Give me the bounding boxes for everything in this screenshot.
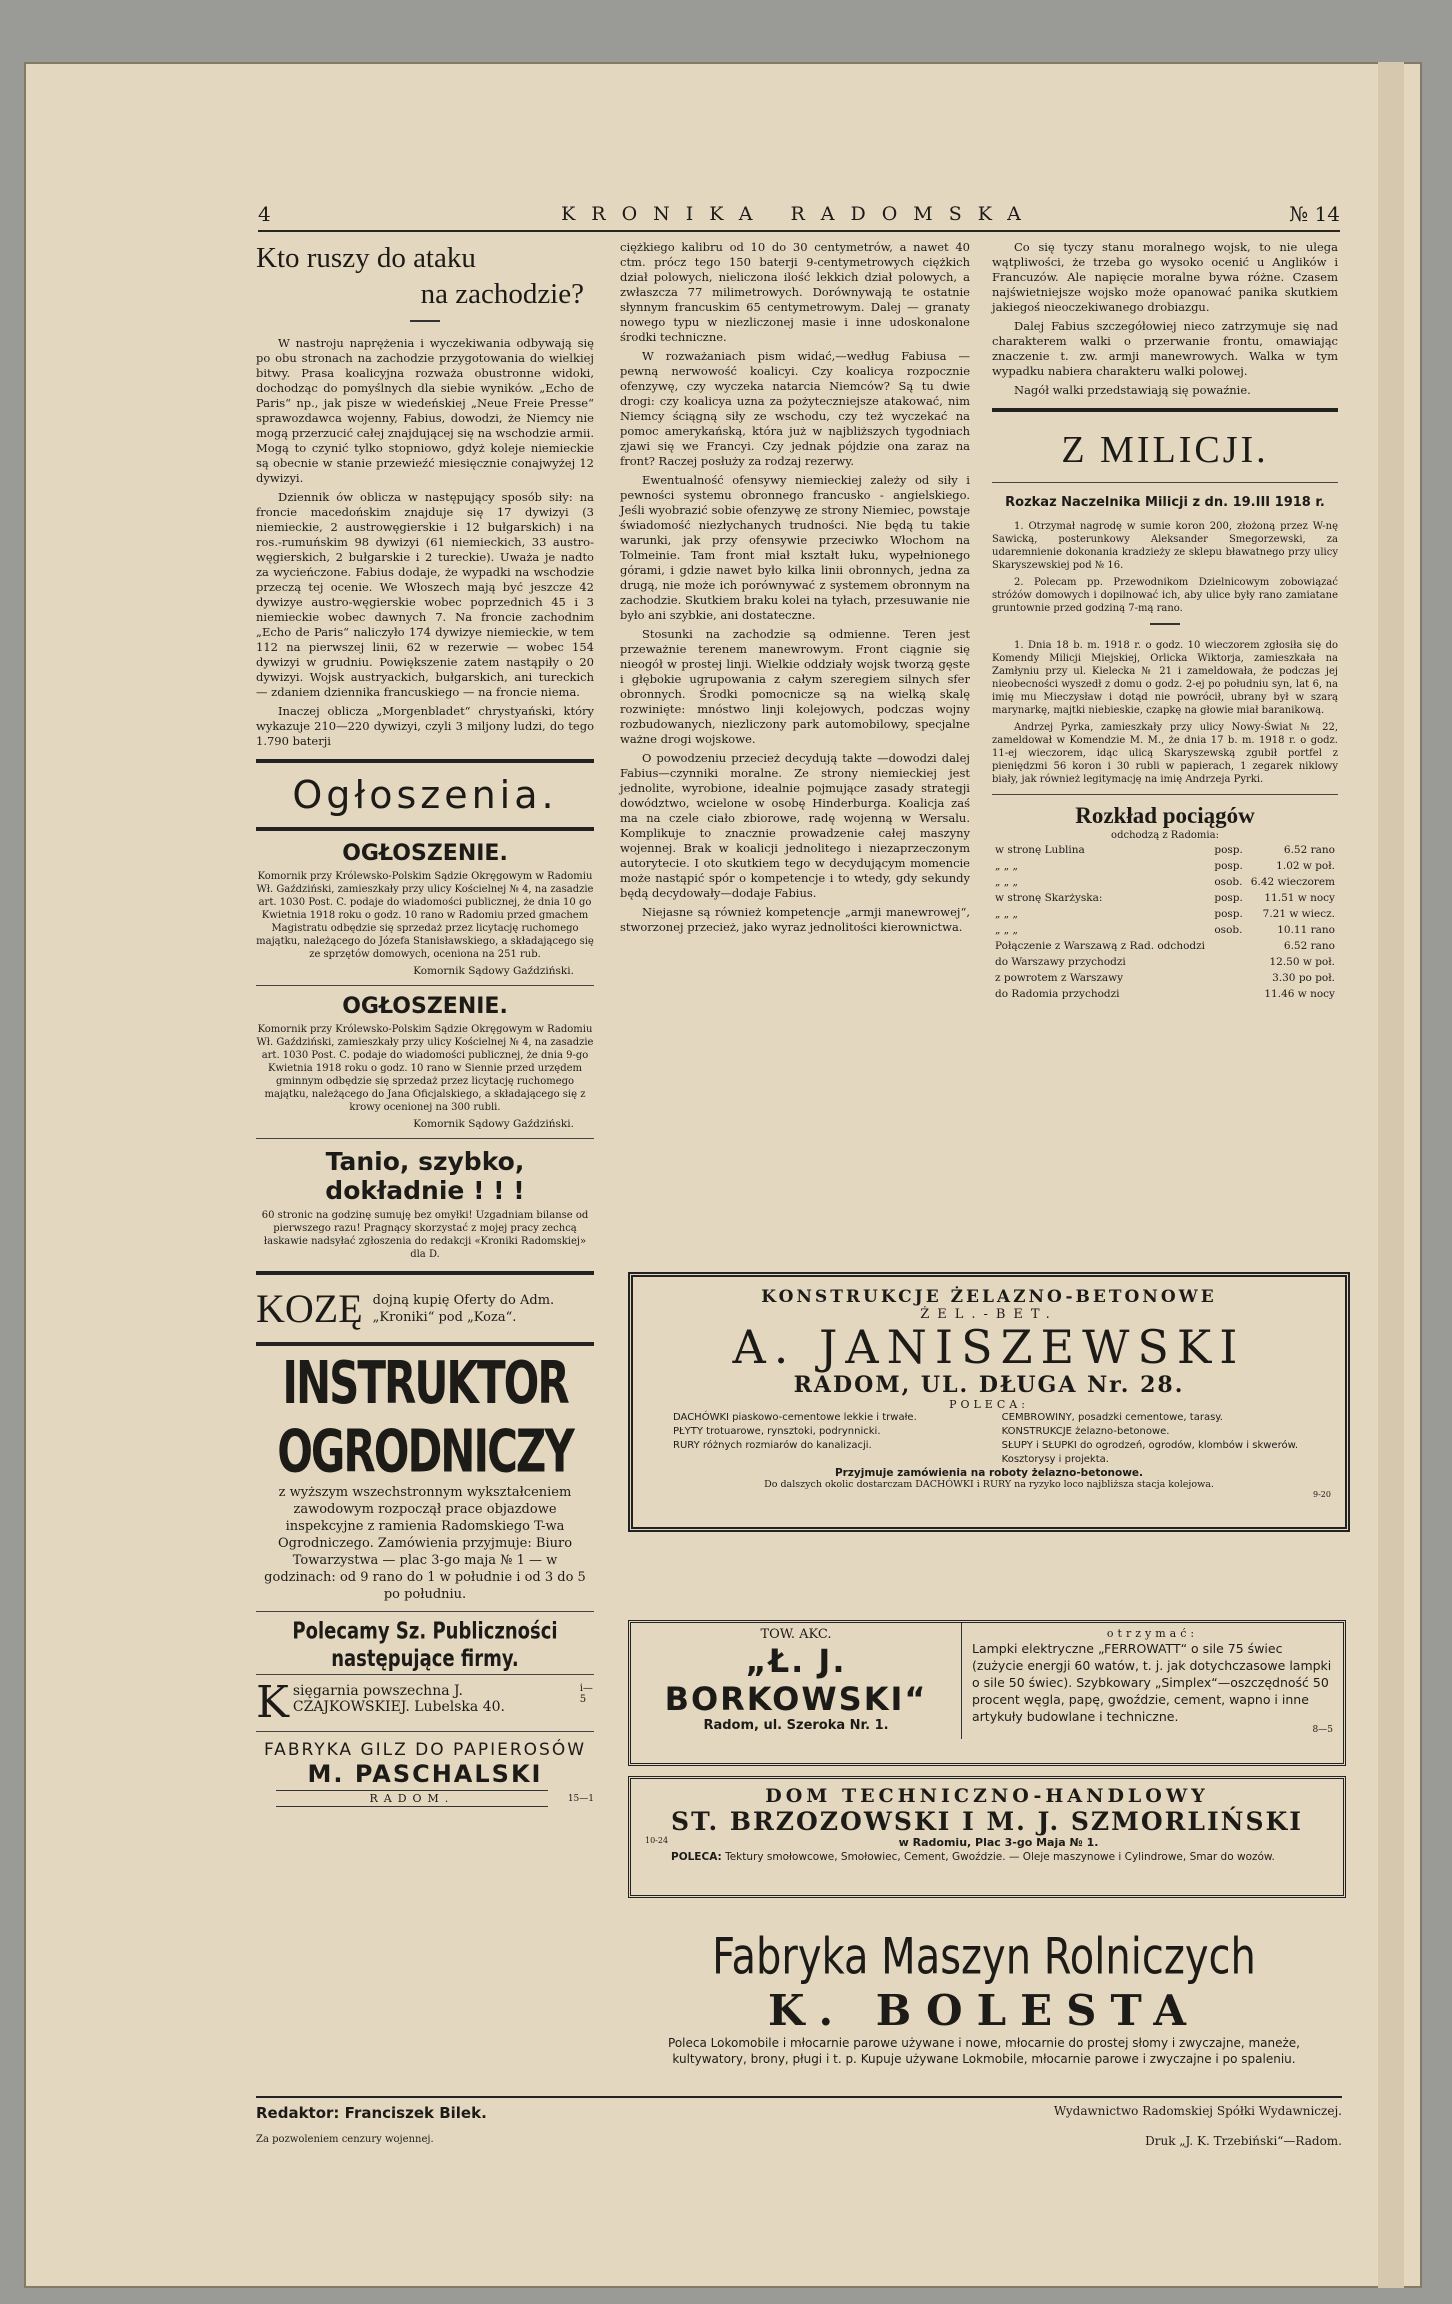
column-right: [992, 240, 1338, 1002]
censorship-line: Za pozwoleniem cenzury wojennej.: [256, 2134, 434, 2145]
ad-title: KOZĘ: [256, 1286, 363, 1331]
article-paragraph: W rozważaniach pism widać,—według Fabiusa — pewną nerwowość koalicyi. Czy koalicya rozpocznie ofenzywę, czy wyczeka natarcia Niemców? Są tu dwie drogi: czy koalicya uzna za pożyteczniejsze atakować, nim Niemcy ściągną siły ze wschodu, czy też wyczekać na pomoc amerykańską, która już w najbliższych tygodniach zjawi się we Francyi. Czy jednak pójdzie ona zaraz na front? Raczej posłuży za rodzaj rezerwy.: [620, 349, 970, 468]
notice-text: Komornik przy Królewsko-Polskim Sądzie Okręgowym w Radomiu Wł. Gaździński, zamieszkały przy ulicy Kościelnej № 4, na zasadzie art. 1030 Post. C. podaje do wiadomości publicznej, że dnia 10 go Kwietnia 1918 roku o godz. 10 rano w Radomiu przed gmachem Magistratu odbędzie się sprzedaż przez licytację ruchomego majątku, należącego do Józefa Stanisławskiego, a składającego się ze sprzętów domowych, oceniona na 251 rub.: [256, 871, 594, 960]
article-paragraph: Inaczej oblicza „Morgenbladet“ chrystyański, który wykazuje 210—220 dywizyi, czyli 3 miljony ludzi, do tego 1.790 baterji: [256, 704, 594, 748]
ad-company-name: A. JANISZEWSKI: [732, 1320, 1246, 1374]
ad-text: Poleca Lokomobile i młocarnie parowe używane i nowe, młocarnie do prostej słomy i zwyczajne, maneże, kultywatory, brony, pługi i t. p. Kupuje używane Lokmobile, młocarnie parowe i zwyczajne i po spaleniu.: [668, 2036, 1300, 2066]
timetable-cell: w stronę Skarżyska:: [995, 892, 1103, 904]
issue-number: № 14: [1289, 202, 1340, 226]
divider: [256, 1611, 594, 1612]
ad-heading: KONSTRUKCJE ŻELAZNO-BETONOWE: [761, 1287, 1217, 1307]
timetable-cell: „ „ „: [995, 876, 1018, 888]
publisher-line: Wydawnictwo Radomskiej Spółki Wydawniczej.: [1053, 2104, 1342, 2118]
ad-initial: K: [256, 1677, 289, 1728]
timetable-row: [992, 890, 1338, 906]
ad-line: CEMBROWINY, posadzki cementowe, tarasy.: [1001, 1412, 1223, 1423]
page-header: [258, 202, 1340, 232]
article-paragraph: Niejasne są również kompetencje „armji manewrowej“, stworzonej przecież, jako wyraz jednolitości kierownictwa.: [620, 905, 970, 934]
timetable-cell: 6.42 wieczorem: [1250, 876, 1335, 888]
timetable-cell: 1.02 w poł.: [1276, 860, 1335, 872]
divider: [256, 1731, 594, 1732]
ad-borkowski: [628, 1620, 1346, 1766]
ad-bookshop: [256, 1677, 594, 1728]
column-left: [256, 240, 594, 1809]
train-timetable: [992, 842, 1338, 1002]
ad-text: sięgarnia powszechna J. CZAJKOWSKIEJ. Lubelska 40.: [292, 1683, 505, 1715]
ad-company-name: ST. BRZOZOWSKI I M. J. SZMORLIŃSKI: [671, 1807, 1303, 1836]
article-paragraph: ciężkiego kalibru od 10 do 30 centymetrów, a nawet 40 ctm. prócz tego 150 baterji 9-centymetrowych ciężkich dział polowych, nieliczona ilość lekkich dział polowych, a zwłaszcza 77 milimetrowych. Dorównywają te ostatnie słynnym francuskim 65 centymetrowym. Dalej — granaty nowego typu w niezliczonej masie i inne udoskonalone środki techniczne.: [620, 240, 970, 344]
ad-address: w Radomiu, Plac 3-go Maja № 1.: [898, 1836, 1099, 1849]
notice-text: Komornik przy Królewsko-Polskim Sądzie Okręgowym w Radomiu Wł. Gaździński, zamieszkały przy ulicy Kościelnej № 4, na zasadzie art. 1030 Post. C. podaje do wiadomości publicznej, że dnia 9-go Kwietnia 1918 roku o godz. 10 rano w Siennie przed urzędem gminnym odbędzie się sprzedaż przez licytację ruchomego majątku, należącego do Jana Oficjalskiego, a składającego się z krowy ocenionej na 300 rubli.: [256, 1024, 594, 1113]
timetable-title: Rozkład pociągów: [1075, 803, 1255, 828]
timetable-row: [992, 906, 1338, 922]
ad-address: Radom, ul. Szeroka Nr. 1.: [703, 1718, 889, 1733]
ad-dom-techniczno-handlowy: [628, 1776, 1346, 1898]
timetable-cell: „ „ „: [995, 924, 1018, 936]
timetable-cell: posp.: [1214, 908, 1243, 920]
ad-address: RADOM, UL. DŁUGA Nr. 28.: [793, 1372, 1185, 1398]
timetable-cell: 10.11 rano: [1277, 924, 1335, 936]
timetable-row: [992, 954, 1338, 970]
printer-line: Druk „J. K. Trzebiński“—Radom.: [1145, 2134, 1342, 2148]
divider: [992, 794, 1338, 795]
timetable-cell: 12.50 w poł.: [1269, 956, 1335, 968]
article-paragraph: Co się tyczy stanu moralnego wojsk, to nie ulega wątpliwości, że trzeba go wysoko ocenić u Anglików i Francuzów. Ale napięcie moralne bywa różne. Czasem najświetniejsze wojsko może opanować panika skutkiem jakiegoś nieoczekiwanego drobiazgu.: [992, 240, 1338, 314]
ad-code: i—5: [579, 1683, 593, 1705]
article-paragraph: W nastroju naprężenia i wyczekiwania odbywają się po obu stronach na zachodzie przygotowania do wielkiej bitwy. Prasa koalicyjna rozważa obustronne widoki, dochodząc do pomyślnych dla siebie wyników. „Echo de Paris“ np., jak pisze w wiedeńskiej „Neue Freie Presse“ sprawozdawca wojenny, Fabius, dowodzi, że Niemcy nie mogą przerzucić całej znajdującej się na wschodzie armii. Mogą to czynić tylko stopniowo, gdyż koleje niemieckie są obecnie w stanie przewieźć miesięcznie conajwyżej 12 dywizyi.: [256, 336, 594, 485]
timetable-cell: posp.: [1214, 892, 1243, 904]
timetable-cell: 11.46 w nocy: [1264, 988, 1335, 1000]
notice-signature: Komornik Sądowy Gaździński.: [413, 1118, 574, 1130]
ad-title: M. PASCHALSKI: [307, 1760, 543, 1788]
ad-title: Tanio, szybko, dokładnie ! ! !: [325, 1147, 525, 1205]
timetable-cell: [1211, 970, 1246, 986]
ad-code: 10-24: [645, 1836, 669, 1845]
notice-signature: Komornik Sądowy Gaździński.: [413, 965, 574, 977]
divider: [992, 408, 1338, 412]
timetable-cell: 11.51 w nocy: [1264, 892, 1335, 904]
timetable-cell: osob.: [1214, 924, 1243, 936]
page-footer: [256, 2096, 1342, 2156]
section-title: Polecamy Sz. Publiczności następujące firmy.: [292, 1617, 558, 1673]
timetable-cell: [1211, 938, 1246, 954]
timetable-cell: Połączenie z Warszawą z Rad. odchodzi: [995, 940, 1206, 952]
ad-label: POLECA:: [949, 1398, 1029, 1411]
divider: [256, 985, 594, 986]
report-item: Andrzej Pyrka, zamieszkały przy ulicy Nowy-Świat № 22, zameldował w Komendzie M. M., że dnia 17 b. m. 1918 r. o godz. 11-ej wieczorem, idąc ulicą Skaryszewską zgubił portfel z pieniędzmi 56 koron i 30 rubli w papierach, 1 zegarek niklowy biały, jak również legitymację na imię Andrzeja Pyrki.: [992, 722, 1338, 785]
order-item: 2. Polecam pp. Przewodnikom Dzielnicowym zobowiązać stróżów domowych i dopilnować ich, aby ulice były rano zamiatane gruntownie przed godziną 7-mą rano.: [992, 577, 1338, 614]
divider: [256, 1674, 594, 1675]
timetable-row: [992, 842, 1338, 858]
divider: [256, 759, 594, 763]
article-paragraph: O powodzeniu przecież decydują takte —dowodzi dalej Fabius—czynniki moralne. Ze strony niemieckiej jest jednolite, wyrobione, idealnie pojmujące zasady strategji dowództwo, wcielone w osobę Hinderburga. Koalicja zaś ma na czele ciało zbiorowe, radę wojenną w Wersalu. Komplikuje to znacznie prowadzenie całej maszyny wojennej. Brak w koalicji jednolitego i niezaprzeczonym autorytecie. I oto skutkiem tego w decydującym momencie może nastąpić spór o kompetencje i to wtedy, gdy sekundy będą decydowały—dodaje Fabius.: [620, 751, 970, 900]
timetable-cell: 6.52 rano: [1283, 940, 1335, 952]
timetable-row: [992, 986, 1338, 1002]
ad-title: INSTRUKTOR OGRODNICZY: [277, 1348, 573, 1486]
editor-line: Redaktor: Franciszek Bilek.: [256, 2104, 487, 2122]
timetable-cell: posp.: [1214, 860, 1243, 872]
timetable-subtitle: odchodzą z Radomia:: [1111, 830, 1219, 841]
ads-section-title: Ogłoszenia.: [292, 773, 558, 817]
ad-label: POLECA:: [671, 1851, 722, 1863]
ad-code: 15—1: [567, 1793, 594, 1804]
article-title-line2: na zachodzie?: [420, 278, 584, 310]
timetable-cell: do Warszawy przychodzi: [995, 956, 1126, 968]
ad-heading: Fabryka Maszyn Rolniczych: [712, 1928, 1256, 1986]
timetable-cell: [1211, 954, 1246, 970]
timetable-cell: posp.: [1214, 844, 1243, 856]
divider: [256, 1138, 594, 1139]
page-number: 4: [258, 202, 271, 226]
ad-line: PŁYTY trotuarowe, rynsztoki, podrynnicki.: [673, 1426, 881, 1437]
article-paragraph: Ewentualność ofensywy niemieckiej zależy od siły i pewności systemu obronnego francusko - angielskiego. Jeśli wyobrazić sobie ofenzywę ze strony Niemiec, powstaje świadomość niezłychanych trudności. Nie będą tu takie warunki, jak przy ofensywie przeciwko Włochom na Tolmeinie. Tam front miał kształt łuku, wypełnionego górami, i gdzie nawet było kilka linii obronnych, jedna za drugą, nie może ich porównywać z systemem obronnym na zachodzie. Skutkiem braku kolei na tyłach, przesuwanie nie było ani szybkie, ani dostateczne.: [620, 473, 970, 622]
ad-line: Przyjmuje zamówienia na roboty żelazno-betonowe.: [834, 1467, 1144, 1479]
column-middle: [620, 240, 970, 939]
timetable-cell: 3.30 po poł.: [1272, 972, 1335, 984]
ad-company-name: „Ł. J. BORKOWSKI“: [664, 1642, 928, 1718]
order-item: 1. Otrzymał nagrodę w sumie koron 200, złożoną przez W-nę Sawicką, posterunkowy Aleksander Smegorzewski, za udaremnienie dokonania kradzieży ze sklepu bławatnego przy ulicy Skaryszewskiej pod № 16.: [992, 521, 1338, 571]
ad-text: dojną kupię Oferty do Adm. „Kroniki“ pod „Koza“.: [372, 1292, 555, 1325]
timetable-cell: 7.21 w wiecz.: [1262, 908, 1335, 920]
article-paragraph: Stosunki na zachodzie są odmienne. Teren jest przeważnie terenem manewrowym. Front ciągnie się nieogół w prostej linji. Wielkie oddziały wojsk tworzą gęste i głębokie ugrupowania z całym szeregiem silnych sfer obronnych. Środki pomocnicze są na wielką skalę rozwinięte: mnóstwo linji kolejowych, podczas wojny rozbudowanych, niezliczony park automobilowy, specjalne ważne drogi wojskowe.: [620, 627, 970, 746]
page-edge: [1378, 62, 1404, 2288]
ad-heading: DOM TECHNICZNO-HANDLOWY: [765, 1785, 1209, 1807]
ad-text: Lampki elektryczne „FERROWATT“ o sile 75 świec (zużycie energji 60 watów, t. j. jak dotychczasowe lampki o sile 50 świec). Szybkowary „Simplex“—oszczędność 50 procent węgla, papę, gwoździe, cement, wapno i inne artykuły budowlane i techniczne.: [972, 1641, 1332, 1724]
timetable-cell: do Radomia przychodzi: [995, 988, 1120, 1000]
timetable-row: [992, 970, 1338, 986]
ad-code: 9-20: [1313, 1490, 1331, 1499]
divider: [992, 482, 1338, 483]
ad-line: KONSTRUKCJE żelazno-betonowe.: [1001, 1426, 1170, 1437]
ad-text: 60 stronic na godzinę sumuję bez omyłki! Uzgadniam bilanse od pierwszego razu! Pragnący skorzystać z mojej pracy zechcą łaskawie nadsyłać zgłoszenia do redakcji «Kroniki Radomskiej» dla D.: [261, 1210, 589, 1260]
report-item: 1. Dnia 18 b. m. 1918 r. o godz. 10 wieczorem zgłosiła się do Komendy Milicji Miejskiej, Orlicka Wiktorja, zamieszkała na Zamłyniu przy ul. Kielecka № 21 i zameldowała, że podczas jej nieobecności wyszedł z domu o godz. 2-ej po południu syn, lat 6, na imię mu Mieczysław i dotąd nie powrócił, ubrany był w szarą marynarkę, majtki niebieskie, czapkę na głowie miał baranikową.: [992, 640, 1338, 716]
section-title: Z MILICJI.: [1061, 429, 1269, 471]
timetable-cell: „ „ „: [995, 908, 1018, 920]
divider: [256, 827, 594, 831]
ad-janiszewski: [628, 1272, 1350, 1532]
ad-company-name: K. BOLESTA: [767, 1986, 1201, 2035]
ad-text: z wyższym wszechstronnym wykształceniem zawodowym rozpoczął prace objazdowe inspekcyjne z ramienia Radomskiego T-wa Ogrodniczego. Zamówienia przyjmuje: Biuro Towarzystwa — plac 3-go maja № 1 — w godzinach: od 9 rano do 1 w południe i od 3 do 5 po południu.: [264, 1485, 586, 1602]
ad-line: Do dalszych okolic dostarczam DACHÓWKI i RURY na ryzyko loco najbliższa stacja kolejowa.: [764, 1479, 1214, 1490]
ad-label: TOW. AKC.: [760, 1627, 832, 1642]
timetable-cell: z powrotem z Warszawy: [995, 972, 1124, 984]
notice-heading: OGŁOSZENIE.: [342, 994, 508, 1019]
ad-koze: [256, 1285, 594, 1332]
timetable-cell: osob.: [1214, 876, 1243, 888]
ad-city: RADOM.: [276, 1790, 548, 1807]
ad-label: otrzymać:: [1106, 1627, 1199, 1640]
article-paragraph: Dalej Fabius szczegółowiej nieco zatrzymuje się nad charakterem walki o przerwanie frontu, omawiając znaczenie t. zw. armji manewrowych. Walka w tym wypadku nabiera charakteru walki polowej.: [992, 319, 1338, 378]
timetable-row: [992, 938, 1338, 954]
timetable-row: [992, 874, 1338, 890]
timetable-row: [992, 858, 1338, 874]
timetable-row: [992, 922, 1338, 938]
timetable-cell: [1211, 986, 1246, 1002]
ad-code: 8—5: [1312, 1725, 1333, 1735]
ad-text: FABRYKA GILZ DO PAPIEROSÓW: [263, 1740, 587, 1760]
ad-bolesta: [628, 1920, 1340, 2100]
notice-heading: OGŁOSZENIE.: [342, 841, 508, 866]
divider: [1150, 623, 1180, 625]
divider: [410, 320, 440, 322]
ad-line: Kosztorysy i projekta.: [1001, 1454, 1109, 1465]
ad-line: DACHÓWKI piaskowo-cementowe lekkie i trwałe.: [673, 1412, 917, 1423]
ad-text: Tektury smołowcowe, Smołowiec, Cement, Gwoździe. — Oleje maszynowe i Cylindrowe, Smar do wozów.: [725, 1851, 1275, 1863]
newspaper-title: KRONIKA RADOMSKA: [561, 203, 1037, 225]
ad-line: SŁUPY i SŁUPKI do ogrodzeń, ogrodów, klombów i skwerów.: [1001, 1440, 1299, 1451]
article-title-line1: Kto ruszy do ataku: [256, 242, 476, 274]
ad-line: RURY różnych rozmiarów do kanalizacji.: [673, 1440, 872, 1451]
timetable-cell: w stronę Lublina: [995, 844, 1085, 856]
ad-subheading: ŻEL.-BET.: [920, 1307, 1058, 1322]
timetable-cell: 6.52 rano: [1283, 844, 1335, 856]
divider: [256, 1342, 594, 1346]
article-paragraph: Nagół walki przedstawiają się powaźnie.: [1014, 383, 1251, 397]
divider: [256, 1271, 594, 1275]
article-paragraph: Dziennik ów oblicza w następujący sposób siły: na froncie macedońskim znajduje się 17 dywizyi (3 niemieckie, 2 austrowęgierskie i 12 bułgarskich) i na ros.-rumuńskim 98 dywizyi (61 niemieckich, 33 austro-węgierskich, 2 bułgarskie i 2 tureckie). Uważa je nadto za wycieńczone. Fabius dodaje, że wypadki na wschodzie przeczą tej ocenie. We Włoszech mają być jeszcze 42 dywizye austro-węgierskie wobec poprzednich 45 i 3 niemieckie wobec dawnych 7. Na froncie zachodnim „Echo de Paris“ naliczyło 174 dywizye niemieckie, w tem 112 na pierwszej linii, 62 w rezerwie — wobec 154 dywizyi w grudniu. Powiększenie zatem nastąpiły o 20 dywizyi. Wojsk austryackich, bułgarskich, ani tureckich — zdaniem dziennika francuskiego — na froncie niema.: [256, 490, 594, 699]
timetable-cell: „ „ „: [995, 860, 1018, 872]
order-title: Rozkaz Naczelnika Milicji z dn. 19.III 1918 r.: [1005, 495, 1325, 510]
